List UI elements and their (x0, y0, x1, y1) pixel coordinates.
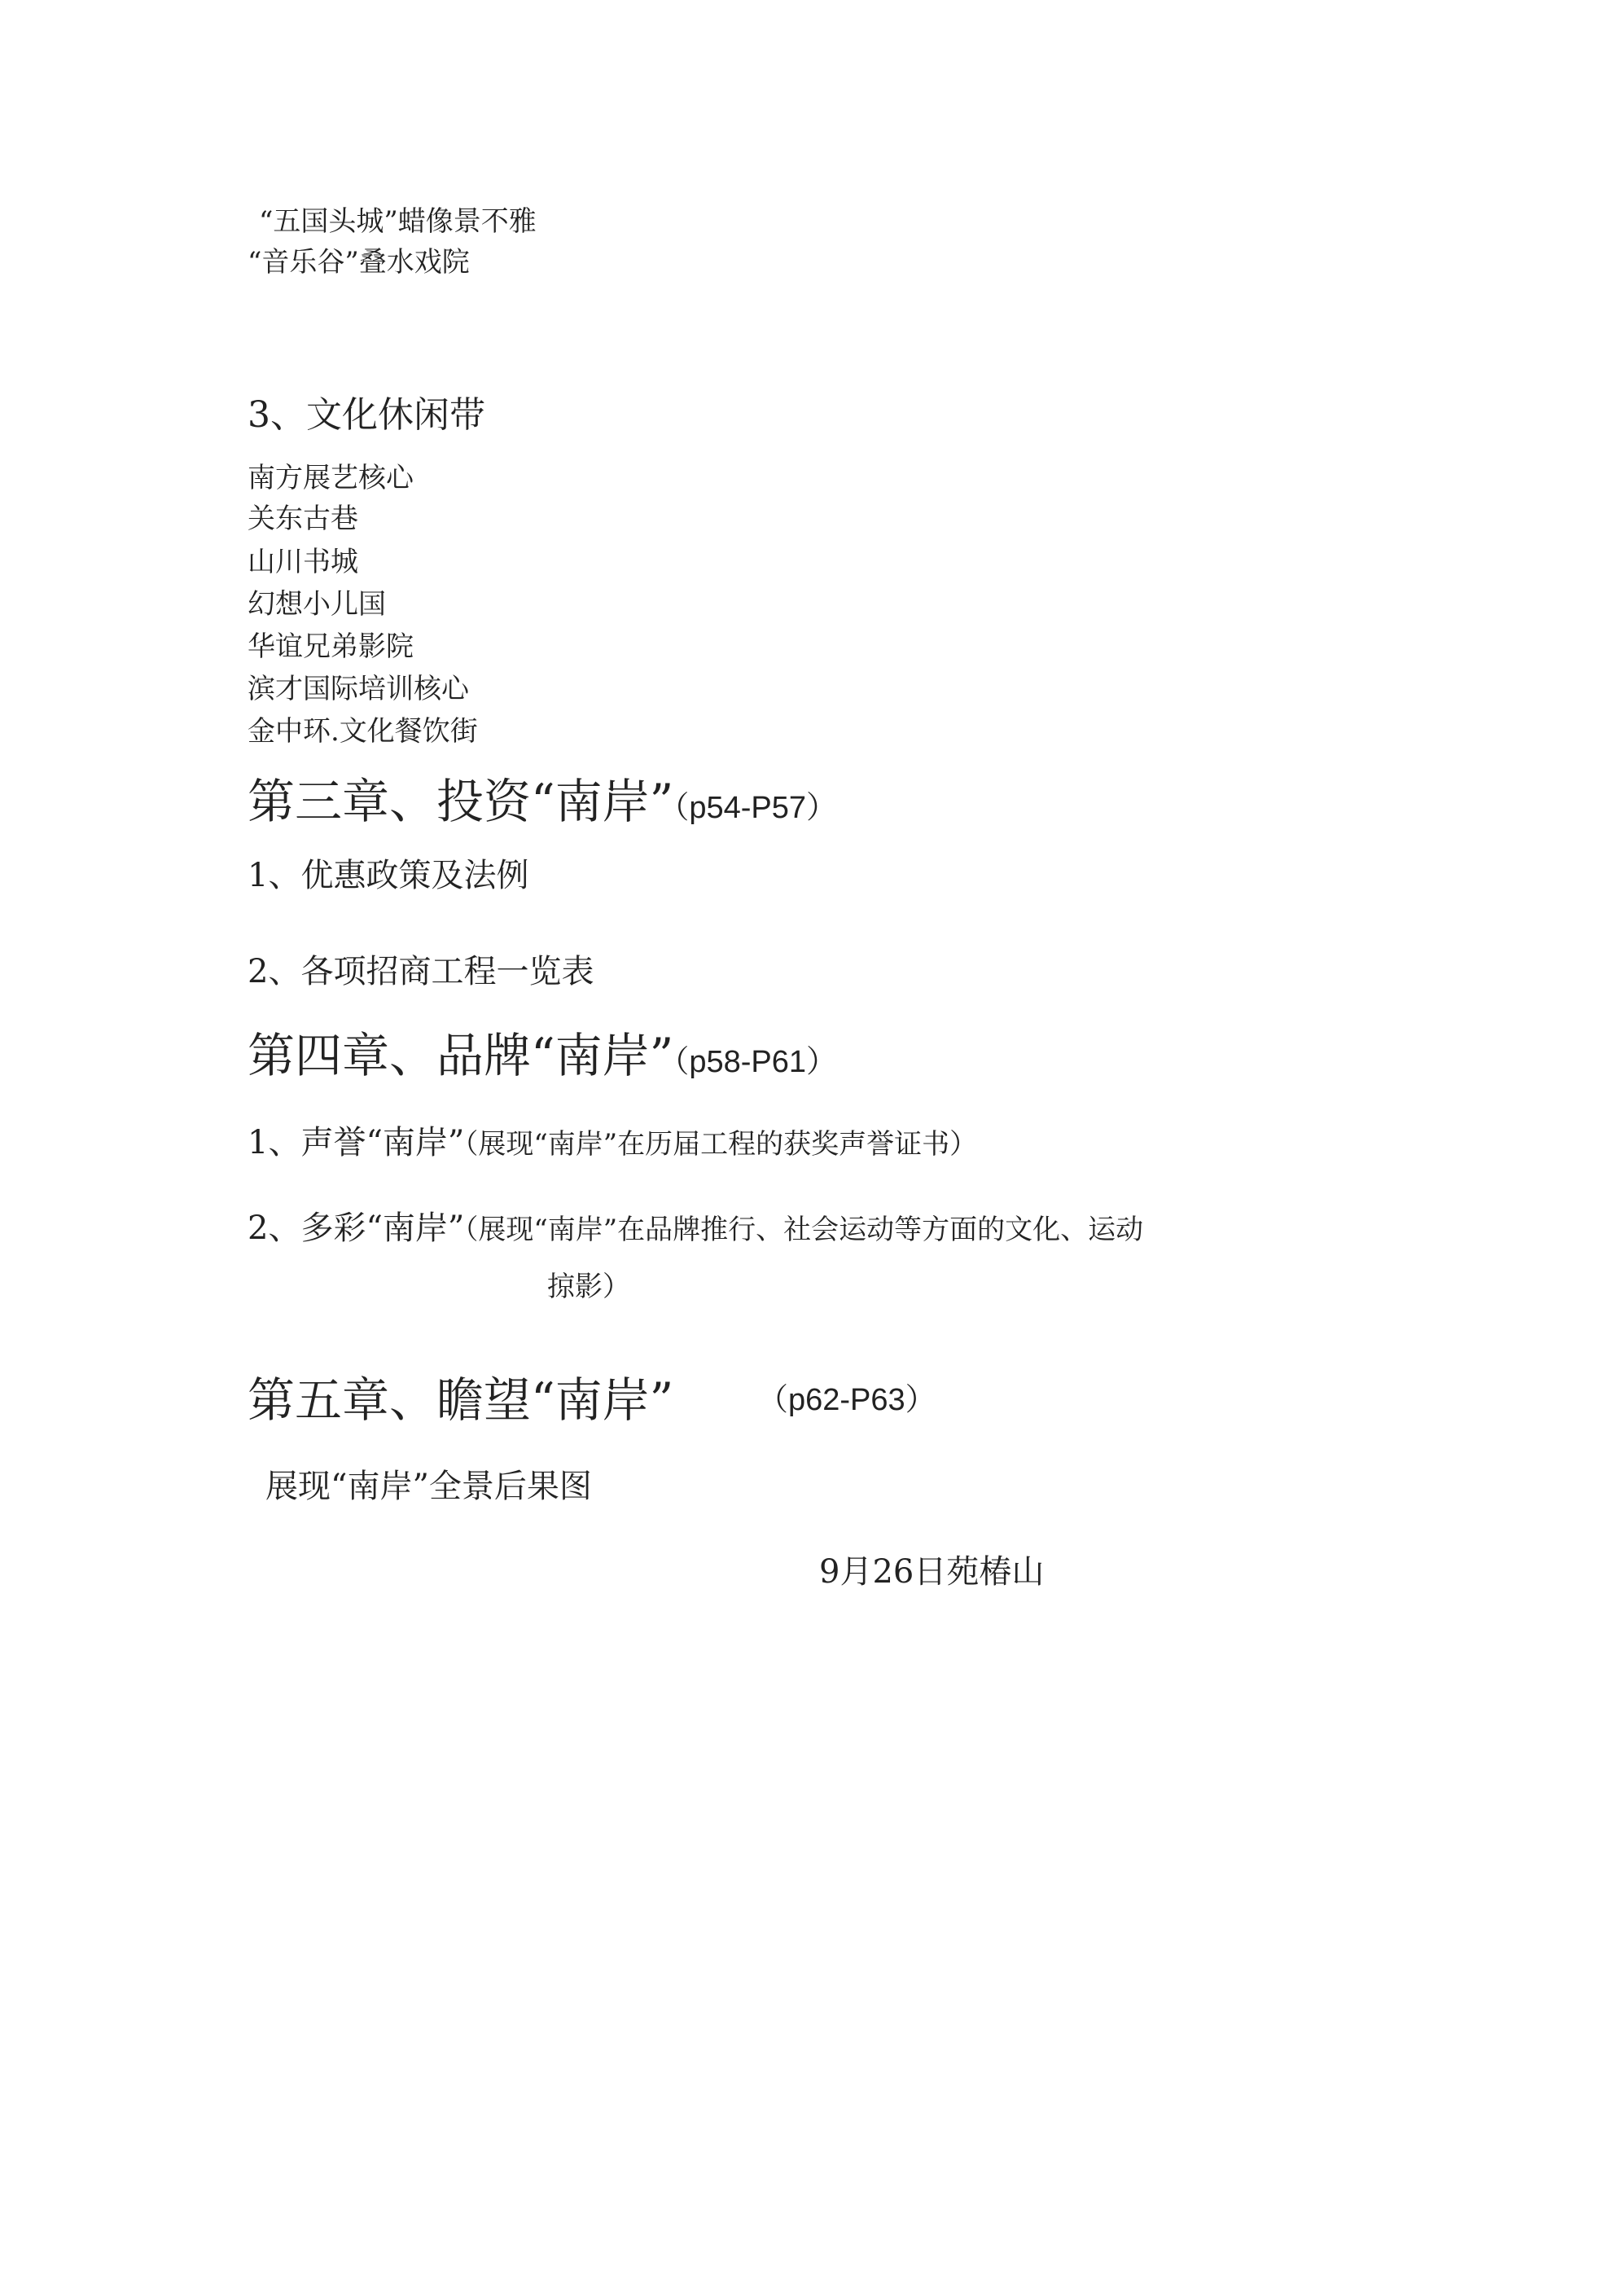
date-signature: 9月26日苑椿山 (819, 1553, 1045, 1591)
item-note: （展现“南岸”在历届工程的获奖声誉证书） (464, 1128, 978, 1161)
item-note: （展现“南岸”在品牌推行、社会运动等方面的文化、运动 (464, 1214, 1144, 1246)
list-item: 幻想小儿国 (248, 588, 386, 621)
list-item: 1、优惠政策及法例 (248, 857, 529, 894)
chapter-description: 展现“南岸”全景后果图 (265, 1468, 592, 1505)
list-item: 华谊兄弟影院 (248, 630, 414, 663)
intro-line: “音乐谷”叠水戏院 (248, 246, 470, 279)
intro-line: “五国头城”蜡像景不雅 (259, 205, 537, 238)
list-item: 南方展艺核心 (248, 462, 414, 494)
list-item: 2、各项招商工程一览表 (248, 953, 594, 990)
page-range: （p58-P61） (673, 1045, 837, 1079)
page-range: （p54-P57） (673, 791, 837, 825)
chapter-heading (248, 774, 837, 829)
section-heading: 3、文化休闲带 (248, 394, 485, 436)
list-item: 滨才国际培训核心 (248, 673, 469, 705)
page-range: （p62-P63） (757, 1383, 936, 1417)
list-item (248, 1209, 1144, 1247)
chapter-heading (248, 1028, 837, 1083)
chapter-title: 第四章、品牌“南岸” (248, 1028, 674, 1083)
list-item: 金中环.文化餐饮街 (248, 715, 478, 748)
item-note-continuation: 掠影） (547, 1271, 630, 1303)
list-item: 山川书城 (248, 546, 358, 578)
chapter-title: 第三章、投资“南岸” (248, 774, 674, 829)
chapter-title: 第五章、瞻望“南岸” (248, 1372, 674, 1428)
item-label: 1、声誉“南岸” (248, 1124, 465, 1161)
item-label: 2、多彩“南岸” (248, 1209, 465, 1247)
list-item (248, 1126, 977, 1159)
list-item: 关东古巷 (248, 503, 358, 535)
